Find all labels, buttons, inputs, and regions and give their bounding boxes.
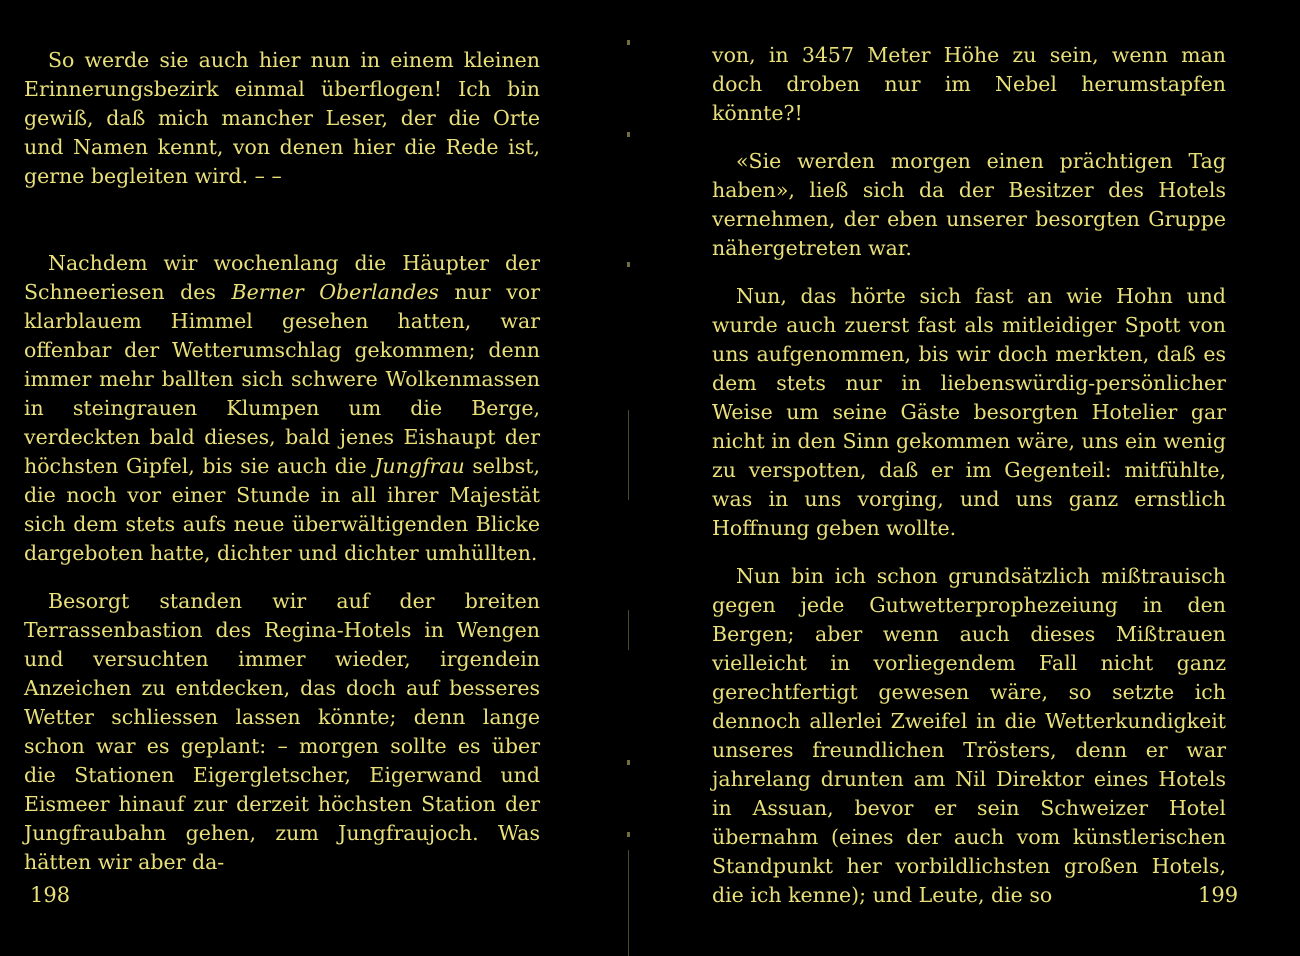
place-name-jungfrau: Jungfrau (374, 454, 465, 478)
paragraph-gap (24, 568, 540, 587)
gutter-speck (627, 832, 630, 837)
paragraph-berner-oberland (24, 249, 540, 568)
book-gutter (627, 0, 631, 956)
place-name-berner-oberland: Berner Oberlandes (231, 280, 439, 304)
gutter-speck (627, 760, 630, 765)
paragraph-gap (712, 543, 1226, 562)
paragraph-text-part: Nachdem wir wochenlang die Häupter der Schneeriesen des (24, 251, 540, 304)
paragraph-continuation: von, in 3457 Meter Höhe zu sein, wenn man doch droben nur im Nebel herumstapfen könnte?! (712, 43, 1226, 125)
paragraph-intro: So werde sie auch hier nun in einem kleinen Erinnerungsbezirk einmal überflogen! Ich bin gewiß, daß mich mancher Leser, der die Orte und Namen kennt, von denen hier die Rede ist, gerne begleiten wird. – – (24, 48, 540, 188)
paragraph-gap (712, 128, 1226, 147)
paragraph-mistrust: Nun bin ich schon grundsätzlich mißtrauisch gegen jede Gutwetterprophezeiung in den Bergen; aber wenn auch dieses Mißtrauen vielleicht in vorliegendem Fall nicht ganz gerechtfertigt gewesen wäre, so setzte ich dennoch allerlei Zweifel in die Wetterkundigkeit unseres freundlichen Trösters, denn er war jahrelang drunten am Nil Direktor eines Hotels in Assuan, bevor er sein Schweizer Hotel übernahm (eines der auch vom künstlerischen Standpunkt her vorbildlichsten großen Hotels, die ich kenne); und Leute, die so (712, 564, 1226, 907)
paragraph-text-part: selbst, die noch vor einer Stunde in all ihrer Majestät sich dem stets aufs neue überwältigenden Blicke dargeboten hatte, dichter und dichter umhüllten. (24, 454, 540, 565)
paragraph-mockery: Nun, das hörte sich fast an wie Hohn und wurde auch zuerst fast als mitleidiger Spott von uns aufgenommen, bis wir doch merkten, daß es dem stets nur in liebenswürdig-persönlicher Weise um seine Gäste besorgten Hotelier gar nicht in den Sinn gekommen wäre, uns ein wenig zu verspotten, daß er im Gegenteil: mitfühlte, was in uns vorging, und uns ganz ernstlich Hoffnung geben wollte. (712, 284, 1226, 540)
paragraph-hotel-owner: «Sie werden morgen einen prächtigen Tag haben», ließ sich da der Besitzer des Hotels vernehmen, der eben unserer besorgten Gruppe nähergetreten war. (712, 149, 1226, 260)
gutter-shadow-line (628, 410, 629, 500)
left-page (0, 0, 628, 956)
gutter-shadow-line (628, 850, 629, 956)
right-page-text (712, 41, 1226, 910)
page-number-left: 198 (30, 883, 71, 907)
paragraph-terrace: Besorgt standen wir auf der breiten Terrassenbastion des Regina-Hotels in Wengen und versuchten immer wieder, irgendein Anzeichen zu entdecken, das doch auf besseres Wetter schliessen lassen könnte; denn lange schon war es geplant: – morgen sollte es über die Stationen Eigergletscher, Eigerwand und Eismeer hinauf zur derzeit höchsten Station der Jungfraubahn gehen, zum Jungfraujoch. Was hätten wir aber da- (24, 589, 540, 874)
gutter-shadow-line (628, 610, 629, 650)
gutter-speck (627, 262, 630, 267)
paragraph-gap (712, 263, 1226, 282)
gutter-speck (627, 40, 630, 45)
paragraph-text-part: nur vor klarblauem Himmel gesehen hatten, war offenbar der Wetterumschlag gekommen; denn immer mehr ballten sich schwere Wolkenmassen in steingrauen Klumpen um die Berge, verdeckten bald dieses, bald jenes Eishaupt der höchsten Gipfel, bis sie auch die (24, 280, 540, 478)
right-page (632, 0, 1300, 956)
gutter-speck (627, 132, 630, 137)
page-number-right: 199 (1198, 883, 1239, 907)
left-page-text (24, 46, 540, 877)
section-break (24, 191, 540, 249)
